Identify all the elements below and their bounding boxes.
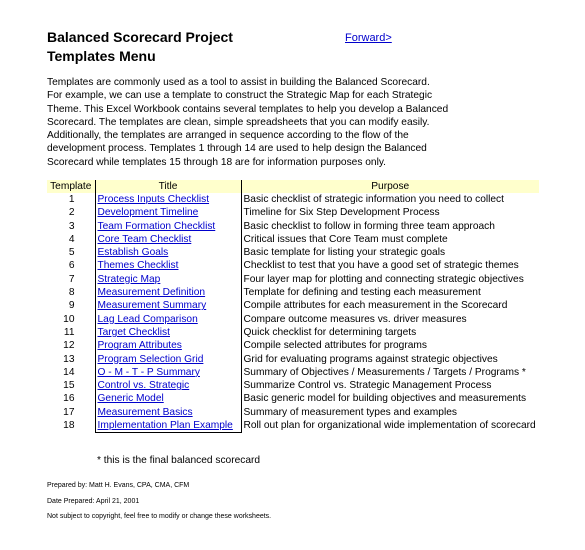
template-title-link[interactable]: Team Formation Checklist (97, 220, 216, 232)
template-title-link[interactable]: Control vs. Strategic (97, 380, 190, 392)
intro-line: Templates are commonly used as a tool to assist in building the Balanced Scorecard. (47, 77, 430, 88)
table-row (47, 259, 539, 272)
template-title-link[interactable]: Implementation Plan Example (97, 420, 233, 432)
table-row (47, 299, 539, 312)
table-row (47, 379, 539, 392)
table-row (47, 339, 539, 352)
template-purpose: Template for defining and testing each measurement (243, 287, 481, 299)
column-header-template: Template (47, 180, 95, 193)
table-row (47, 220, 539, 233)
template-title-cell (95, 233, 241, 246)
intro-paragraph (47, 76, 467, 169)
template-number: 9 (68, 300, 75, 312)
templates-table (47, 180, 539, 433)
table-row (47, 273, 539, 286)
column-header-title: Title (95, 180, 241, 193)
intro-line: For example, we can use a template to construct the Strategic Map for each Strategic (47, 90, 433, 102)
template-purpose: Basic generic model for building objectives and measurements (243, 393, 527, 405)
template-number: 3 (68, 220, 75, 232)
column-header-purpose: Purpose (241, 180, 539, 193)
template-number: 10 (63, 313, 75, 325)
template-purpose: Basic checklist to follow in forming three team approach (243, 220, 495, 232)
intro-line: Scorecard while templates 15 through 18 are for information purposes only. (47, 156, 387, 168)
template-number: 16 (63, 393, 75, 405)
template-title-cell (95, 313, 241, 326)
table-row (47, 286, 539, 299)
template-title-link[interactable]: Strategic Map (97, 273, 161, 285)
template-title-link[interactable]: Measurement Definition (97, 287, 206, 299)
table-header-row (47, 180, 539, 193)
date-prepared: Date Prepared: April 21, 2001 (47, 498, 140, 505)
table-row (47, 419, 539, 433)
template-purpose: Critical issues that Core Team must complete (243, 233, 448, 245)
template-number: 18 (63, 420, 75, 432)
template-title-link[interactable]: Program Attributes (97, 340, 182, 352)
title-line-1: Balanced Scorecard Project (47, 29, 233, 45)
table-row (47, 313, 539, 326)
template-purpose: Timeline for Six Step Development Process (243, 207, 440, 219)
template-number: 14 (63, 366, 75, 378)
table-row (47, 392, 539, 405)
template-purpose: Summary of measurement types and examples (243, 406, 457, 418)
template-number: 8 (68, 287, 75, 299)
table-row (47, 366, 539, 379)
template-title-cell (95, 286, 241, 299)
template-purpose: Basic template for listing your strategic goals (243, 247, 446, 259)
forward-link[interactable]: Forward> (345, 32, 392, 44)
template-title-link[interactable]: Target Checklist (97, 326, 170, 338)
template-title-cell (95, 206, 241, 219)
template-purpose: Compile attributes for each measurement in the Scorecard (243, 300, 508, 312)
template-purpose: Summary of Objectives / Measurements / Targets / Programs * (243, 366, 526, 378)
template-title-link[interactable]: Program Selection Grid (97, 353, 204, 365)
table-row (47, 233, 539, 246)
template-title-cell (95, 220, 241, 233)
template-number: 4 (68, 233, 75, 245)
template-title-cell (95, 273, 241, 286)
template-title-link[interactable]: Core Team Checklist (97, 233, 192, 245)
table-row (47, 326, 539, 339)
template-number: 5 (68, 247, 75, 259)
intro-line: Theme. This Excel Workbook contains several templates to help you develop a Balanced (47, 103, 449, 115)
table-row (47, 246, 539, 259)
table-row (47, 193, 539, 206)
template-title-cell (95, 259, 241, 272)
template-purpose: Summarize Control vs. Strategic Management Process (243, 380, 492, 392)
template-title-cell (95, 299, 241, 312)
template-number: 7 (68, 273, 75, 285)
prepared-by: Prepared by: Matt H. Evans, CPA, CMA, CFM (47, 482, 190, 489)
table-row (47, 353, 539, 366)
template-number: 13 (63, 353, 75, 365)
template-number: 11 (63, 326, 75, 338)
template-title-link[interactable]: Generic Model (97, 393, 164, 405)
template-title-link[interactable]: Themes Checklist (97, 260, 179, 272)
intro-line: development process. Templates 1 through 14 are used to help design the Balanced (47, 143, 427, 155)
template-purpose: Roll out plan for organizational wide implementation of scorecard (243, 420, 536, 432)
template-purpose: Checklist to test that you have a good set of strategic themes (243, 260, 519, 272)
template-title-link[interactable]: Development Timeline (97, 207, 199, 219)
template-title-link[interactable]: Measurement Summary (97, 300, 207, 312)
template-purpose: Basic checklist of strategic information you need to collect (243, 194, 504, 205)
template-purpose: Quick checklist for determining targets (243, 326, 417, 338)
copyright-note: Not subject to copyright, feel free to modify or change these worksheets. (47, 513, 272, 520)
template-title-link[interactable]: Process Inputs Checklist (97, 194, 210, 205)
template-number: 2 (68, 207, 75, 219)
template-title-link[interactable]: O - M - T - P Summary (97, 366, 200, 378)
template-title-cell (95, 366, 241, 379)
template-title-cell (95, 419, 241, 433)
template-number: 1 (68, 194, 75, 205)
template-title-cell (95, 193, 241, 206)
template-title-cell (95, 392, 241, 405)
template-number: 12 (63, 340, 75, 352)
title-line-2: Templates Menu (47, 48, 156, 64)
template-number: 15 (63, 380, 75, 392)
template-purpose: Compare outcome measures vs. driver measures (243, 313, 467, 325)
table-row (47, 406, 539, 419)
template-title-cell (95, 406, 241, 419)
template-purpose: Four layer map for plotting and connecting strategic objectives (243, 273, 524, 285)
intro-line: Scorecard. The templates are clean, simple spreadsheets that you can modify easily. (47, 116, 430, 128)
template-number: 6 (68, 260, 75, 272)
template-purpose: Grid for evaluating programs against strategic objectives (243, 353, 498, 365)
template-purpose: Compile selected attributes for programs (243, 340, 427, 352)
template-title-cell (95, 339, 241, 352)
template-title-link[interactable]: Measurement Basics (97, 406, 193, 418)
template-number: 17 (63, 406, 75, 418)
template-title-cell (95, 353, 241, 366)
intro-line: Additionally, the templates are arranged in sequence according to the flow of the (47, 130, 409, 142)
page-title (47, 28, 233, 66)
template-title-cell (95, 246, 241, 259)
template-title-link[interactable]: Establish Goals (97, 247, 169, 259)
template-title-cell (95, 326, 241, 339)
footnote: * this is the final balanced scorecard (97, 455, 261, 466)
table-row (47, 206, 539, 219)
template-title-cell (95, 379, 241, 392)
template-title-link[interactable]: Lag Lead Comparison (97, 313, 198, 325)
